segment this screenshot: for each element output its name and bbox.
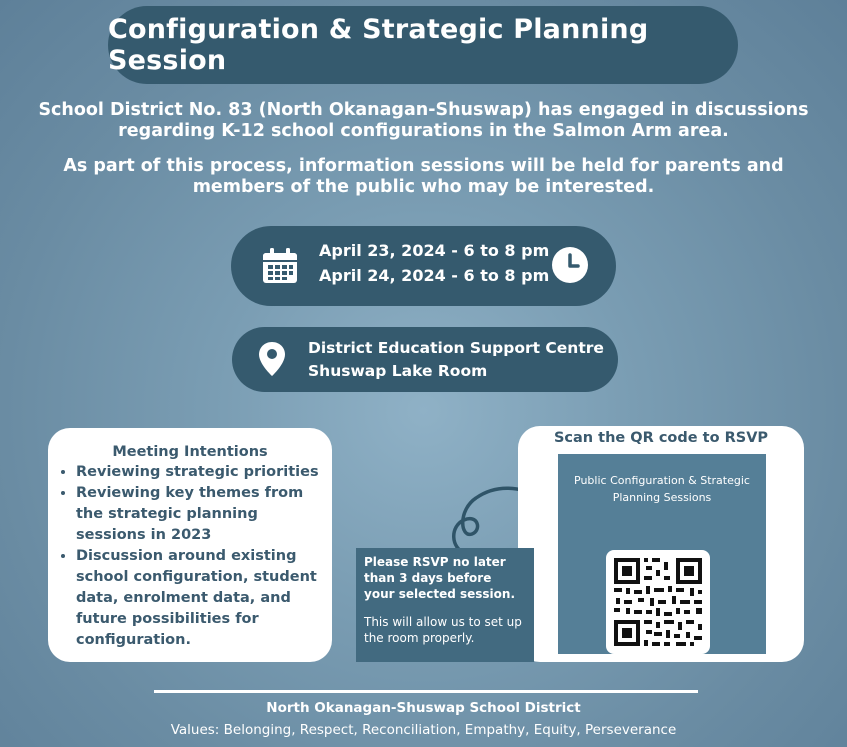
footer-values: Values: Belonging, Respect, Reconciliation, Empathy, Equity, Perseverance <box>170 722 677 738</box>
intro-line: regarding K-12 school configurations in the Salmon Arm area. <box>118 121 729 141</box>
meeting-intentions-list <box>60 462 326 651</box>
rsvp-note <box>356 548 534 662</box>
intro-paragraph-1 <box>30 100 817 142</box>
intro-line: members of the public who may be interested. <box>192 177 655 197</box>
location-line-2: Shuswap Lake Room <box>308 362 488 380</box>
date-2: April 24, 2024 - 6 to 8 pm <box>319 266 550 285</box>
clock-icon <box>551 246 589 284</box>
intro-line: As part of this process, information sessions will be held for parents and <box>63 156 784 176</box>
calendar-icon <box>261 247 299 285</box>
qr-title-line: Public Configuration & Strategic <box>574 474 750 487</box>
qr-panel <box>558 454 766 654</box>
meeting-intentions-heading: Meeting Intentions <box>112 444 268 460</box>
qr-title-line: Planning Sessions <box>612 491 712 504</box>
rsvp-deadline: Please RSVP no later than 3 days before your selected session. <box>364 555 516 601</box>
qr-code-icon <box>606 550 710 654</box>
list-item: • Reviewing strategic priorities <box>76 462 326 483</box>
qr-code[interactable] <box>606 550 710 654</box>
qr-panel-title <box>558 472 766 506</box>
list-item: • Discussion around existing school configuration, student data, enrolment data, and future possibilities for configuration. <box>76 546 326 651</box>
rsvp-heading: Scan the QR code to RSVP <box>553 430 769 446</box>
dates-pill <box>231 226 616 306</box>
date-1: April 23, 2024 - 6 to 8 pm <box>319 241 550 260</box>
map-pin-icon <box>258 341 286 377</box>
list-item: • Reviewing key themes from the strategic planning sessions in 2023 <box>76 483 326 546</box>
location-line-1: District Education Support Centre <box>308 339 604 357</box>
rsvp-card <box>518 426 804 662</box>
intro-paragraph-2 <box>30 156 817 198</box>
location-pill <box>232 327 618 392</box>
footer-org: North Okanagan-Shuswap School District <box>266 700 581 716</box>
meeting-intentions-card <box>48 428 332 662</box>
page-title: Configuration & Strategic Planning Session <box>108 6 738 84</box>
intro-line: School District No. 83 (North Okanagan-Shuswap) has engaged in discussions <box>38 100 809 120</box>
rsvp-note-text: This will allow us to set up the room properly. <box>364 615 522 645</box>
footer-divider <box>154 690 698 693</box>
